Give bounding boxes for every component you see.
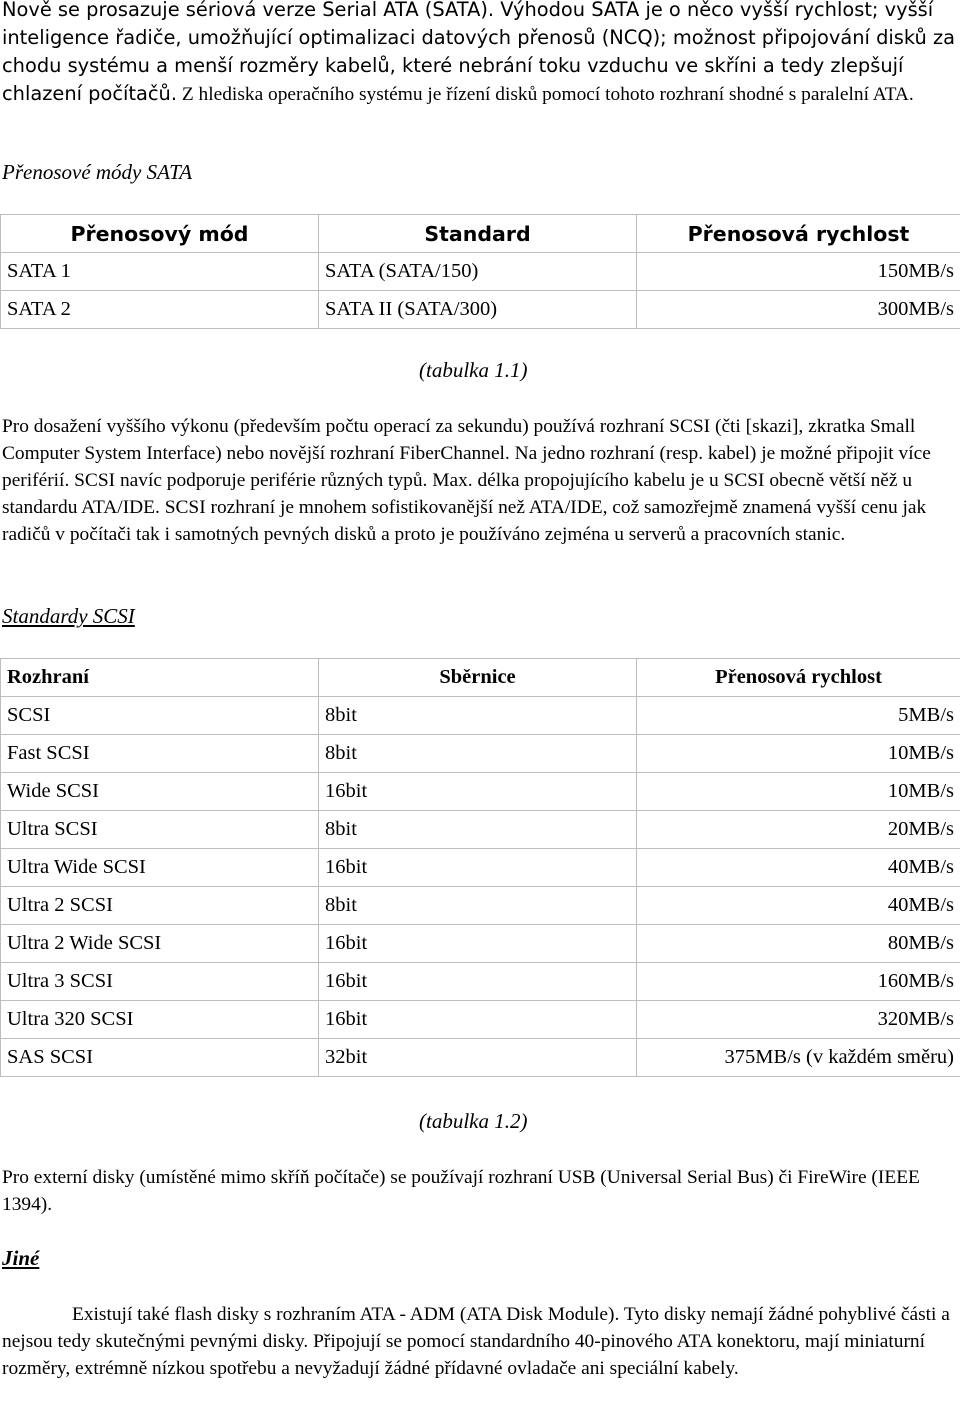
table-cell: 8bit [319,735,637,773]
table-header-row [1,659,960,697]
table-cell: SATA 1 [1,253,319,291]
table-cell: 16bit [319,925,637,963]
table-row [1,1039,960,1077]
table-row [1,735,960,773]
table-row [1,925,960,963]
intro-paragraph [2,0,957,108]
table-cell: 375MB/s (v každém směru) [637,1039,960,1077]
table-row [1,773,960,811]
table-cell: 10MB/s [637,735,960,773]
table-row [1,887,960,925]
table-cell: 40MB/s [637,849,960,887]
table-cell: 150MB/s [637,253,960,291]
table-cell: 16bit [319,849,637,887]
table-cell: 320MB/s [637,1001,960,1039]
column-header: Sběrnice [319,659,637,697]
column-header: Přenosová rychlost [637,659,960,697]
table-cell: SATA 2 [1,291,319,329]
table-cell: 16bit [319,963,637,1001]
table-cell: SAS SCSI [1,1039,319,1077]
table-cell: 20MB/s [637,811,960,849]
flash-disks-paragraph [2,1301,957,1382]
table-cell: 8bit [319,697,637,735]
intro-text-os: Z hlediska operačního systému je řízení disků pomocí tohoto rozhraní shodné s paralelní ATA. [181,84,914,105]
scsi-standards-table [0,658,960,1077]
table-cell: 160MB/s [637,963,960,1001]
table-cell: 5MB/s [637,697,960,735]
flash-disks-text: Existují také flash disky s rozhraním ATA - ADM (ATA Disk Module). Tyto disky nemají žádné pohyblivé části a nejsou tedy skutečnými pevnými disky. Připojují se pomocí standardního 40-pinového ATA konektoru, mají miniaturní rozměry, extrémně nízkou spotřebu a nevyžadují žádné přídavné ovladače ani speciální kabely. [2,1304,950,1379]
table-cell: 300MB/s [637,291,960,329]
table-cell: SCSI [1,697,319,735]
table-row [1,697,960,735]
intro-text: Nově se prosazuje sériová verze Serial ATA (SATA). Výhodou SATA je o něco vyšší rychlost; vyšší inteligence řadiče, umožňující optimalizaci datových přenosů (NCQ); možnost připojování disků za chodu systému a menší rozměry kabelů, které nebrání toku vzduchu ve skříni a tedy zlepšují chlazení počítačů. [2,0,956,105]
table-caption: (tabulka 1.2) [419,1109,528,1133]
column-header: Přenosová rychlost [637,215,960,253]
table-cell: 8bit [319,887,637,925]
table-cell: Wide SCSI [1,773,319,811]
external-disks-paragraph: Pro externí disky (umístěné mimo skříň počítače) se používají rozhraní USB (Universal Serial Bus) či FireWire (IEEE 1394). [2,1167,920,1215]
scsi-paragraph: Pro dosažení vyššího výkonu (především počtu operací za sekundu) používá rozhraní SCSI (čti [skazi], zkratka Small Computer System Interface) nebo novější rozhraní FiberChannel. Na jedno rozhraní (resp. kabel) je možné připojit více periférií. SCSI navíc podporuje periférie různých typů. Max. délka propojujícího kabelu je u SCSI obecně větší něž u standardu ATA/IDE. SCSI rozhraní je mnohem sofistikovanější než ATA/IDE, což samozřejmě znamená vyšší cenu jak radičů v počítači tak i samotných pevných disků a proto je používáno zejména u serverů a pracovních stanic. [2,416,931,545]
table-cell: Fast SCSI [1,735,319,773]
column-header: Rozhraní [1,659,319,697]
table-cell: Ultra 320 SCSI [1,1001,319,1039]
table-row [1,253,960,291]
table-cell: Ultra 2 SCSI [1,887,319,925]
table-cell: Ultra 2 Wide SCSI [1,925,319,963]
heading-sata-modes: Přenosové módy SATA [2,160,193,184]
table-cell: 10MB/s [637,773,960,811]
table-row [1,963,960,1001]
table-row [1,291,960,329]
table-cell: Ultra Wide SCSI [1,849,319,887]
table-cell: Ultra SCSI [1,811,319,849]
sata-modes-table [0,214,960,329]
table-cell: 80MB/s [637,925,960,963]
table-cell: 16bit [319,773,637,811]
table-cell: 32bit [319,1039,637,1077]
table-cell: 40MB/s [637,887,960,925]
column-header: Přenosový mód [1,215,319,253]
table-caption: (tabulka 1.1) [419,358,528,382]
table-cell: 8bit [319,811,637,849]
heading-scsi-standards: Standardy SCSI [2,604,135,628]
table-header-row [1,215,960,253]
column-header: Standard [319,215,637,253]
table-cell: Ultra 3 SCSI [1,963,319,1001]
table-row [1,811,960,849]
table-cell: 16bit [319,1001,637,1039]
heading-other: Jiné [2,1246,40,1270]
table-row [1,1001,960,1039]
table-cell: SATA II (SATA/300) [319,291,637,329]
table-row [1,849,960,887]
table-cell: SATA (SATA/150) [319,253,637,291]
